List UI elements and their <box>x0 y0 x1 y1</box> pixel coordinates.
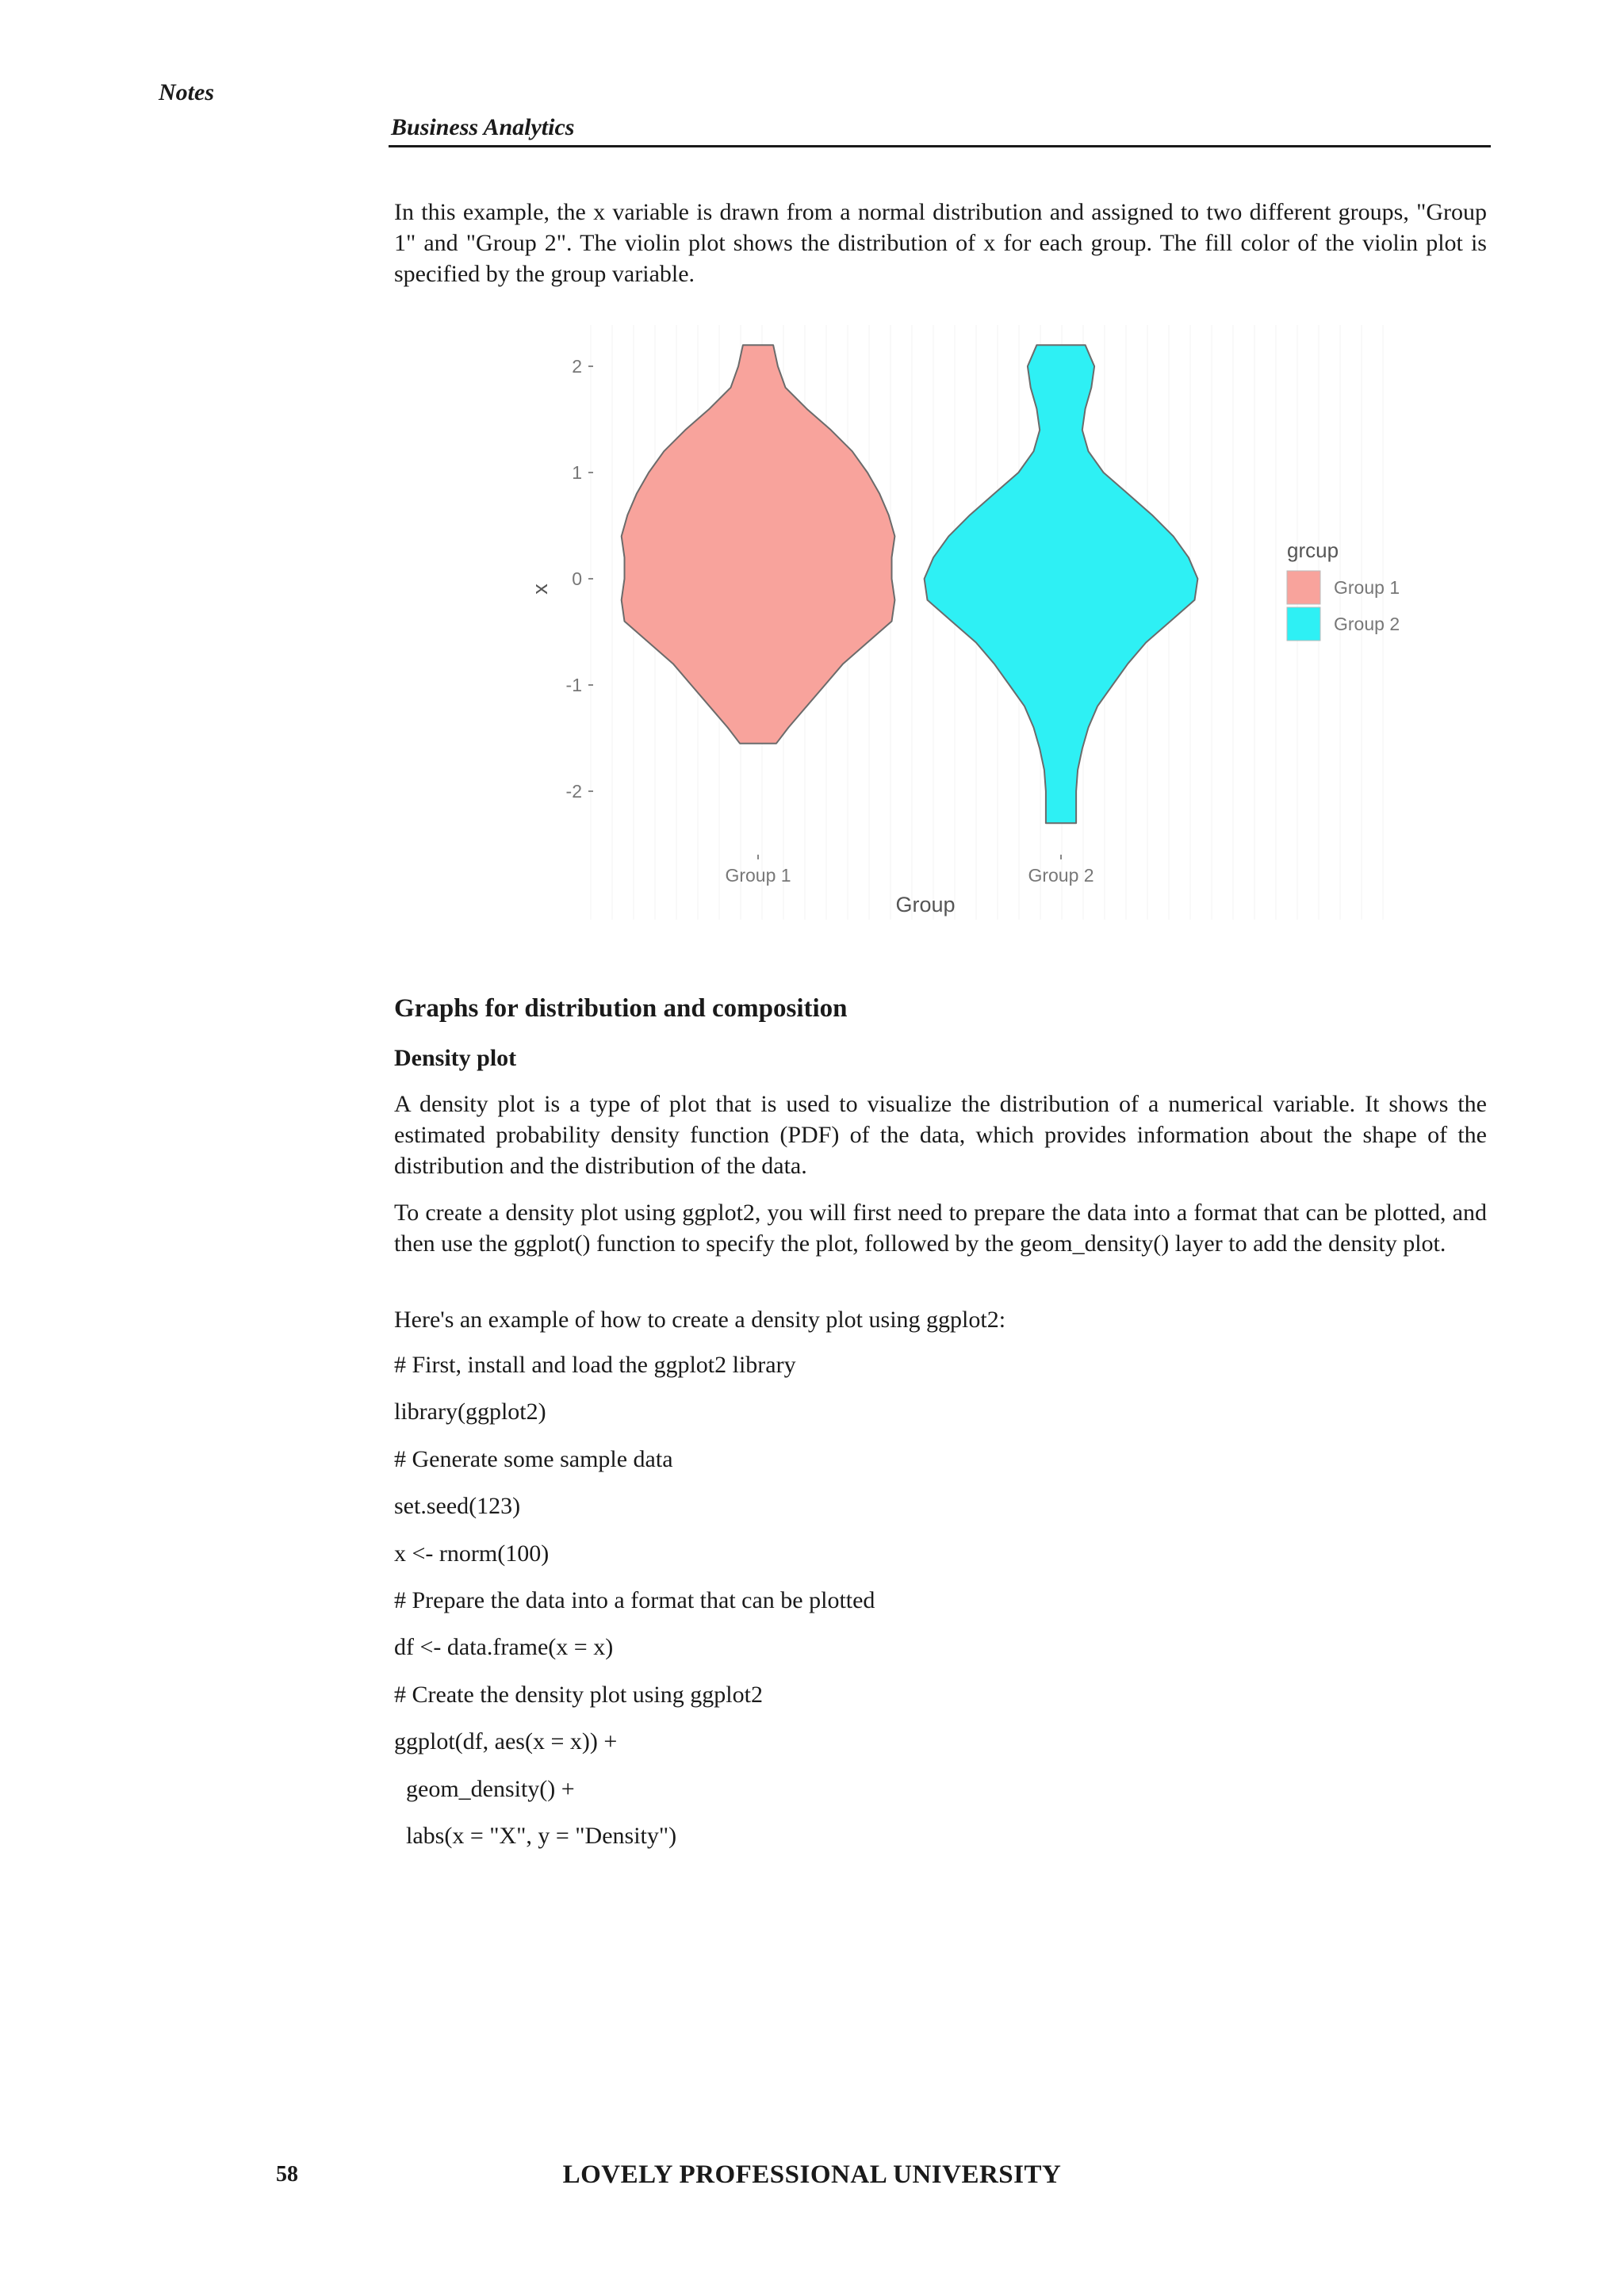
x-tick-label: Group 2 <box>1028 865 1094 886</box>
notes-margin-label: Notes <box>159 79 214 105</box>
paragraph-block <box>394 1304 1487 1335</box>
intro-block <box>394 197 1487 289</box>
y-tick-label: 0 <box>572 568 582 589</box>
code-line: geom_density() + <box>394 1775 575 1802</box>
code-line: library(ggplot2) <box>394 1399 546 1425</box>
violin-plot <box>528 317 1427 928</box>
intro-paragraph: In this example, the x variable is drawn from a normal distribution and assigned to two different groups, "Group 1" and "Group 2". The violin plot shows the distribution of x for each group. The fill color of the violin plot is specified by the group variable. <box>394 199 1487 287</box>
paragraph: Here's an example of how to create a density plot using ggplot2: <box>394 1307 1006 1333</box>
paragraph: To create a density plot using ggplot2, you will first need to prepare the data into a format that can be plotted, and then use the ggplot() function to specify the plot, followed by the geom_density() layer to add the density plot. <box>394 1200 1487 1257</box>
running-header: Business Analytics <box>391 114 575 140</box>
sub-heading: Density plot <box>394 1045 517 1071</box>
code-line: ggplot(df, aes(x = x)) + <box>394 1728 618 1755</box>
paragraph-block <box>394 1197 1487 1259</box>
y-tick-label: -1 <box>565 675 582 695</box>
code-listing <box>394 1350 875 1868</box>
x-axis-title: Group <box>895 893 956 916</box>
paragraph: A density plot is a type of plot that is used to visualize the distribution of a numerical variable. It shows the estimated probability density function (PDF) of the data, which provides information about the shape of the distribution and the distribution of the data. <box>394 1091 1487 1179</box>
y-tick-label: 2 <box>572 356 582 377</box>
legend-label-2: Group 2 <box>1334 614 1400 634</box>
code-line: # Generate some sample data <box>394 1445 673 1472</box>
code-line: # Create the density plot using ggplot2 <box>394 1681 763 1708</box>
code-line: # Prepare the data into a format that can be plotted <box>394 1586 875 1613</box>
y-tick-label: -2 <box>565 781 582 802</box>
legend-swatch-2 <box>1287 607 1320 641</box>
code-line: x <- rnorm(100) <box>394 1540 550 1567</box>
paragraph-block <box>394 1089 1487 1181</box>
legend-title: grcup <box>1287 538 1339 562</box>
y-axis-title: x <box>528 584 552 595</box>
legend-swatch-1 <box>1287 571 1320 604</box>
page-footer: LOVELY PROFESSIONAL UNIVERSITY <box>562 2160 1062 2189</box>
code-line: labs(x = "X", y = "Density") <box>394 1822 677 1849</box>
page-number: 58 <box>276 2162 298 2187</box>
violin-plot-figure <box>528 317 1427 928</box>
legend-label-1: Group 1 <box>1334 577 1400 598</box>
code-line: df <- data.frame(x = x) <box>394 1634 614 1661</box>
y-tick-label: 1 <box>572 462 582 483</box>
code-line: # First, install and load the ggplot2 library <box>394 1352 796 1378</box>
x-tick-label: Group 1 <box>725 865 791 886</box>
section-heading: Graphs for distribution and composition <box>394 994 848 1023</box>
header-rule <box>389 145 1491 147</box>
code-line: set.seed(123) <box>394 1493 521 1520</box>
